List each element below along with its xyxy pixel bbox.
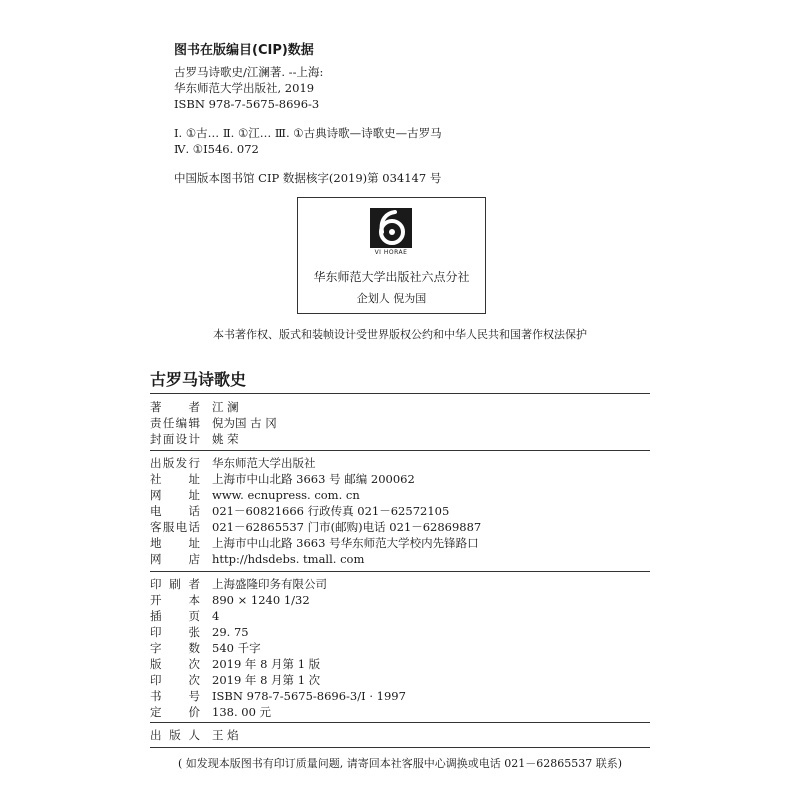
cip-line: 古罗马诗歌史/江澜著. --上海: (174, 65, 324, 79)
publisher-row (150, 551, 364, 567)
divider (150, 722, 650, 723)
publisher-row (150, 455, 316, 471)
cip-line: Ⅳ. ①I546. 072 (174, 142, 259, 156)
publisher-label: 社址 (150, 472, 200, 486)
credit-label: 责任编辑 (150, 416, 200, 430)
publisher-value: 021－60821666 行政传真 021－62572105 (212, 504, 450, 518)
cip-line: Ⅰ. ①古… Ⅱ. ①江… Ⅲ. ①古典诗歌—诗歌史—古罗马 (174, 126, 442, 140)
credit-value: 姚 荣 (212, 432, 239, 446)
print-label: 插页 (150, 609, 200, 623)
cip-line: 华东师范大学出版社, 2019 (174, 81, 315, 95)
credit-value: 江 澜 (212, 400, 239, 414)
cip-line: ISBN 978-7-5675-8696-3 (174, 97, 320, 111)
quality-notice: ( 如发现本版图书有印订质量问题, 请寄回本社客服中心调换或电话 021－62865537 联系) (177, 757, 623, 770)
publisher-value: 021－62865537 门市(邮购)电话 021－62869887 (212, 520, 482, 534)
imprint-box (297, 197, 486, 314)
print-label: 版次 (150, 657, 200, 671)
publisher-value: 上海市中山北路 3663 号 邮编 200062 (212, 472, 415, 486)
divider (150, 571, 650, 572)
credit-label: 著者 (150, 400, 200, 414)
print-value: 138. 00 元 (212, 705, 272, 719)
publisher-label: 网店 (150, 552, 200, 566)
cip-data-number: 中国版本图书馆 CIP 数据核字(2019)第 034147 号 (174, 171, 442, 185)
credit-row (150, 415, 277, 431)
credit-row (150, 431, 239, 447)
publisher-person-value: 王 焰 (212, 728, 239, 742)
publisher-label: 网址 (150, 488, 200, 502)
print-value: 29. 75 (212, 625, 249, 639)
publisher-value: www. ecnupress. com. cn (212, 488, 360, 502)
print-row (150, 576, 327, 592)
cip-heading: 图书在版编目(CIP)数据 (174, 43, 314, 58)
divider (150, 450, 650, 451)
copyright-note: 本书著作权、版式和装帧设计受世界版权公约和中华人民共和国著作权法保护 (213, 328, 587, 341)
print-value: 2019 年 8 月第 1 版 (212, 657, 321, 671)
credit-row (150, 399, 239, 415)
print-label: 开本 (150, 593, 200, 607)
logo-caption: VI HORAE (374, 249, 408, 256)
print-row (150, 608, 219, 624)
publisher-row (150, 519, 481, 535)
book-title: 古罗马诗歌史 (150, 370, 247, 389)
print-row (150, 592, 310, 608)
publisher-value: 华东师范大学出版社 (212, 456, 316, 470)
publisher-person-row (150, 727, 239, 743)
print-value: ISBN 978-7-5675-8696-3/I · 1997 (212, 689, 406, 703)
imprint-publisher: 华东师范大学出版社六点分社 (313, 270, 470, 284)
six-points-logo-icon (370, 208, 412, 248)
print-value: 890 × 1240 1/32 (212, 593, 310, 607)
print-value: 2019 年 8 月第 1 次 (212, 673, 321, 687)
print-row (150, 688, 406, 704)
publisher-label: 出版发行 (150, 456, 200, 470)
credit-value: 倪为国 古 冈 (212, 416, 277, 430)
publisher-value: 上海市中山北路 3663 号华东师范大学校内先锋路口 (212, 536, 479, 550)
print-label: 书号 (150, 689, 200, 703)
print-label: 定价 (150, 705, 200, 719)
publisher-row (150, 535, 479, 551)
publisher-row (150, 503, 449, 519)
divider (150, 393, 650, 394)
publisher-label: 地址 (150, 536, 200, 550)
print-label: 字数 (150, 641, 200, 655)
print-value: 540 千字 (212, 641, 261, 655)
print-label: 印刷者 (150, 577, 200, 591)
credit-label: 封面设计 (150, 432, 200, 446)
publisher-label: 电话 (150, 504, 200, 518)
publisher-value: http://hdsdebs. tmall. com (212, 552, 365, 566)
print-row (150, 640, 261, 656)
publisher-label: 客服电话 (150, 520, 200, 534)
divider (150, 747, 650, 748)
print-row (150, 656, 320, 672)
publisher-row (150, 487, 360, 503)
print-value: 4 (212, 609, 220, 623)
print-row (150, 624, 249, 640)
print-row (150, 672, 320, 688)
print-label: 印次 (150, 673, 200, 687)
print-label: 印张 (150, 625, 200, 639)
publisher-row (150, 471, 415, 487)
print-value: 上海盛隆印务有限公司 (212, 577, 327, 591)
print-row (150, 704, 271, 720)
publisher-person-label: 出版人 (150, 728, 200, 742)
imprint-planner: 企划人 倪为国 (356, 292, 427, 305)
